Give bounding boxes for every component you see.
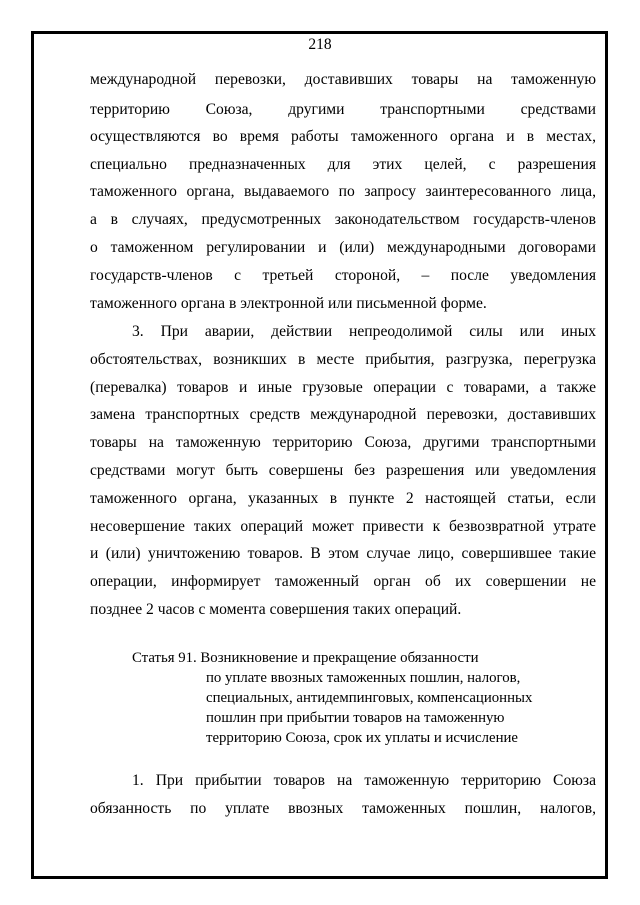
- paragraph-1-line-9: таможенного органа в электронной или письменной форме.: [90, 295, 487, 312]
- paragraph-2-line-2: обстоятельствах, возникших в месте прибытия, разгрузка, перегрузка: [90, 351, 596, 368]
- paragraph-1-line-2: территорию Союза, другими транспортными средствами: [90, 101, 596, 118]
- paragraph-2-line-7: таможенного органа, указанных в пункте 2 настоящей статьи, если: [90, 490, 596, 507]
- paragraph-2-line-8: несовершение таких операций может привести к безвозвратной утрате: [90, 518, 596, 535]
- paragraph-1-line-8: государств-членов с третьей стороной, – после уведомления: [90, 267, 596, 284]
- paragraph-3-line-1: 1. При прибытии товаров на таможенную территорию Союза: [132, 772, 596, 789]
- paragraph-2-line-4: замена транспортных средств международной перевозки, доставивших: [90, 406, 596, 423]
- article-heading-line-3: специальных, антидемпинговых, компенсационных: [206, 690, 533, 706]
- paragraph-3-line-2: обязанность по уплате ввозных таможенных пошлин, налогов,: [90, 800, 596, 817]
- paragraph-1-line-6: а в случаях, предусмотренных законодательством государств-членов: [90, 211, 596, 228]
- article-heading-line-2: по уплате ввозных таможенных пошлин, налогов,: [206, 670, 521, 686]
- paragraph-2-line-9: и (или) уничтожению товаров. В этом случае лицо, совершившее такие: [90, 545, 596, 562]
- paragraph-1-line-5: таможенного органа, выдаваемого по запросу заинтересованного лица,: [90, 183, 596, 200]
- paragraph-1-line-7: о таможенном регулировании и (или) международными договорами: [90, 239, 596, 256]
- paragraph-2-line-10: операции, информирует таможенный орган об их совершении не: [90, 573, 596, 590]
- article-heading-line-5: территорию Союза, срок их уплаты и исчисление: [206, 730, 518, 746]
- paragraph-1-line-1: международной перевозки, доставивших товары на таможенную: [90, 71, 596, 88]
- article-heading-line-1: Статья 91. Возникновение и прекращение обязанности: [132, 650, 479, 666]
- paragraph-2-line-1: 3. При аварии, действии непреодолимой силы или иных: [132, 323, 596, 340]
- paragraph-1-line-4: специально предназначенных для этих целей, с разрешения: [90, 156, 596, 173]
- paragraph-2-line-11: позднее 2 часов с момента совершения таких операций.: [90, 601, 462, 618]
- paragraph-1-line-3: осуществляются во время работы таможенного органа и в местах,: [90, 128, 596, 145]
- paragraph-2-line-6: средствами могут быть совершены без разрешения или уведомления: [90, 462, 596, 479]
- paragraph-2-line-5: товары на таможенную территорию Союза, другими транспортными: [90, 434, 596, 451]
- article-heading-line-4: пошлин при прибытии товаров на таможенную: [206, 710, 505, 726]
- paragraph-2-line-3: (перевалка) товаров и иные грузовые операции с товарами, а также: [90, 379, 596, 396]
- page-number: 218: [308, 36, 332, 53]
